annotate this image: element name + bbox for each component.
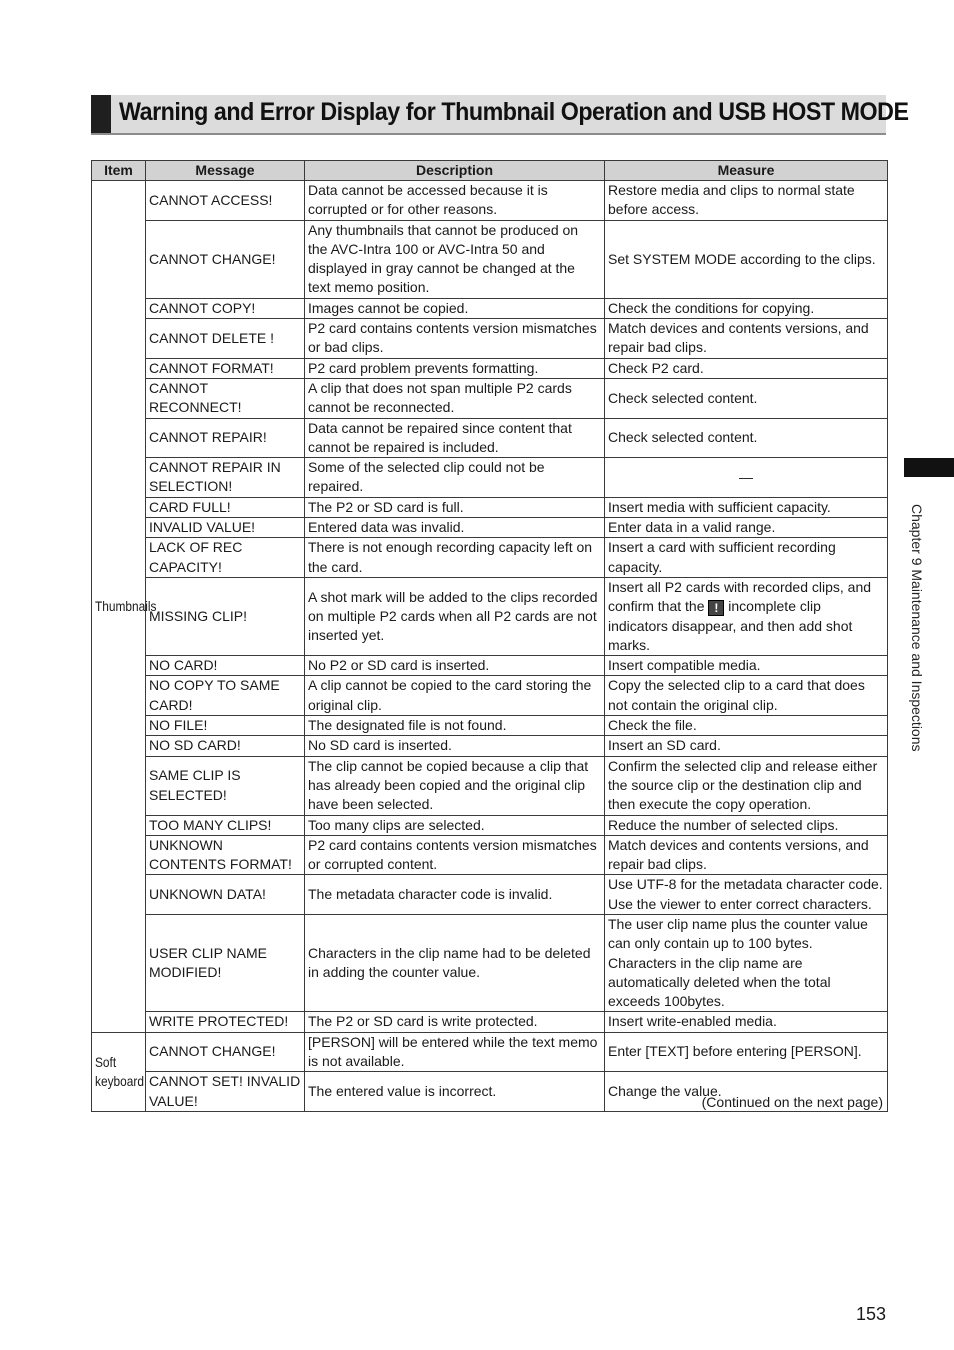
description-cell: No P2 or SD card is inserted. bbox=[305, 656, 605, 676]
table-row bbox=[92, 1032, 888, 1072]
chapter-tab-marker bbox=[904, 458, 954, 477]
measure-cell: Insert a card with sufficient recording capacity. bbox=[605, 538, 888, 578]
table-row bbox=[92, 358, 888, 378]
description-cell: The clip cannot be copied because a clip that has already been copied and the original clip have been selected. bbox=[305, 756, 605, 815]
description-cell: Any thumbnails that cannot be produced on the AVC-Intra 100 or AVC-Intra 50 and displayed in gray cannot be changed at the text memo position. bbox=[305, 220, 605, 298]
message-cell: NO FILE! bbox=[146, 716, 305, 736]
message-cell: NO CARD! bbox=[146, 656, 305, 676]
description-cell: The P2 or SD card is full. bbox=[305, 497, 605, 517]
description-cell: A shot mark will be added to the clips recorded on multiple P2 cards when all P2 cards are not inserted yet. bbox=[305, 577, 605, 655]
header-item: Item bbox=[92, 161, 146, 181]
description-cell: Data cannot be repaired since content that cannot be repaired is included. bbox=[305, 418, 605, 458]
table-row bbox=[92, 378, 888, 418]
table-row bbox=[92, 914, 888, 1011]
page-title-bar bbox=[91, 95, 909, 135]
table-row bbox=[92, 181, 888, 221]
message-cell: SAME CLIP IS SELECTED! bbox=[146, 756, 305, 815]
group-soft-keyboard: Soft keyboard bbox=[92, 1032, 146, 1111]
message-cell: CANNOT ACCESS! bbox=[146, 181, 305, 221]
measure-cell: Restore media and clips to normal state before access. bbox=[605, 181, 888, 221]
description-cell: The designated file is not found. bbox=[305, 716, 605, 736]
measure-text-post: incomplete clip indicators disappear, and then add shot marks. bbox=[608, 598, 853, 653]
table-row bbox=[92, 518, 888, 538]
chapter-label: Chapter 9 Maintenance and Inspections bbox=[909, 504, 925, 752]
measure-cell: Match devices and contents versions, and repair bad clips. bbox=[605, 319, 888, 359]
measure-cell: Copy the selected clip to a card that does not contain the original clip. bbox=[605, 676, 888, 716]
measure-cell: Enter [TEXT] before entering [PERSON]. bbox=[605, 1032, 888, 1072]
error-table bbox=[91, 160, 888, 1112]
description-cell: Entered data was invalid. bbox=[305, 518, 605, 538]
message-cell: WRITE PROTECTED! bbox=[146, 1012, 305, 1032]
measure-cell: Check selected content. bbox=[605, 418, 888, 458]
table-row bbox=[92, 220, 888, 298]
description-cell: A clip that does not span multiple P2 cards cannot be reconnected. bbox=[305, 378, 605, 418]
continued-note: (Continued on the next page) bbox=[701, 1094, 883, 1110]
table-header-row bbox=[92, 161, 888, 181]
description-cell: There is not enough recording capacity left on the card. bbox=[305, 538, 605, 578]
table-row bbox=[92, 538, 888, 578]
description-cell: Images cannot be copied. bbox=[305, 298, 605, 318]
table-row bbox=[92, 716, 888, 736]
message-cell: CARD FULL! bbox=[146, 497, 305, 517]
table-row bbox=[92, 736, 888, 756]
measure-cell: Reduce the number of selected clips. bbox=[605, 815, 888, 835]
incomplete-clip-icon: ! bbox=[708, 600, 724, 616]
message-cell: CANNOT SET! INVALID VALUE! bbox=[146, 1072, 305, 1112]
page-title: Warning and Error Display for Thumbnail Operation and USB HOST MODE bbox=[119, 98, 909, 126]
measure-cell: Insert compatible media. bbox=[605, 656, 888, 676]
measure-cell: Check the conditions for copying. bbox=[605, 298, 888, 318]
description-cell: A clip cannot be copied to the card storing the original clip. bbox=[305, 676, 605, 716]
header-description: Description bbox=[305, 161, 605, 181]
message-cell: TOO MANY CLIPS! bbox=[146, 815, 305, 835]
message-cell: CANNOT DELETE ! bbox=[146, 319, 305, 359]
table-row bbox=[92, 815, 888, 835]
message-cell: CANNOT REPAIR IN SELECTION! bbox=[146, 458, 305, 498]
header-message: Message bbox=[146, 161, 305, 181]
message-cell: USER CLIP NAME MODIFIED! bbox=[146, 914, 305, 1011]
message-cell: CANNOT REPAIR! bbox=[146, 418, 305, 458]
description-cell: P2 card contains contents version mismatches or bad clips. bbox=[305, 319, 605, 359]
description-cell: No SD card is inserted. bbox=[305, 736, 605, 756]
description-cell: Data cannot be accessed because it is corrupted or for other reasons. bbox=[305, 181, 605, 221]
header-measure: Measure bbox=[605, 161, 888, 181]
measure-cell: Insert an SD card. bbox=[605, 736, 888, 756]
measure-cell: Confirm the selected clip and release either the source clip or the destination clip and then execute the copy operation. bbox=[605, 756, 888, 815]
message-cell: CANNOT CHANGE! bbox=[146, 220, 305, 298]
table-row bbox=[92, 497, 888, 517]
title-accent-block bbox=[91, 95, 111, 133]
description-cell: P2 card contains contents version mismatches or corrupted content. bbox=[305, 835, 605, 875]
description-cell: P2 card problem prevents formatting. bbox=[305, 358, 605, 378]
measure-cell: Check selected content. bbox=[605, 378, 888, 418]
measure-cell: — bbox=[605, 458, 888, 498]
measure-cell: Set SYSTEM MODE according to the clips. bbox=[605, 220, 888, 298]
description-cell: The metadata character code is invalid. bbox=[305, 875, 605, 915]
message-cell: CANNOT CHANGE! bbox=[146, 1032, 305, 1072]
table-row bbox=[92, 1012, 888, 1032]
measure-cell: Match devices and contents versions, and repair bad clips. bbox=[605, 835, 888, 875]
table-row bbox=[92, 418, 888, 458]
measure-cell: Change the value. bbox=[605, 1072, 888, 1112]
table-row bbox=[92, 458, 888, 498]
description-cell: Characters in the clip name had to be deleted in adding the counter value. bbox=[305, 914, 605, 1011]
table-row bbox=[92, 319, 888, 359]
description-cell: Too many clips are selected. bbox=[305, 815, 605, 835]
table-row bbox=[92, 577, 888, 655]
table-row bbox=[92, 756, 888, 815]
table-row bbox=[92, 656, 888, 676]
description-cell: The entered value is incorrect. bbox=[305, 1072, 605, 1112]
measure-cell: Insert write-enabled media. bbox=[605, 1012, 888, 1032]
message-cell: UNKNOWN CONTENTS FORMAT! bbox=[146, 835, 305, 875]
message-cell: UNKNOWN DATA! bbox=[146, 875, 305, 915]
message-cell: MISSING CLIP! bbox=[146, 577, 305, 655]
measure-cell: Insert media with sufficient capacity. bbox=[605, 497, 888, 517]
measure-cell bbox=[605, 577, 888, 655]
description-cell: [PERSON] will be entered while the text memo is not available. bbox=[305, 1032, 605, 1072]
message-cell: LACK OF REC CAPACITY! bbox=[146, 538, 305, 578]
message-cell: INVALID VALUE! bbox=[146, 518, 305, 538]
message-cell: CANNOT RECONNECT! bbox=[146, 378, 305, 418]
group-thumbnails: Thumbnails bbox=[92, 181, 146, 1033]
measure-cell: Enter data in a valid range. bbox=[605, 518, 888, 538]
measure-cell: Check the file. bbox=[605, 716, 888, 736]
message-cell: CANNOT FORMAT! bbox=[146, 358, 305, 378]
message-cell: NO COPY TO SAME CARD! bbox=[146, 676, 305, 716]
measure-cell: The user clip name plus the counter value can only contain up to 100 bytes. Characters in the clip name are automatically deleted when the total exceeds 100bytes. bbox=[605, 914, 888, 1011]
measure-text-pre: Insert all P2 cards with recorded clips, and confirm that the bbox=[608, 578, 872, 615]
message-cell: NO SD CARD! bbox=[146, 736, 305, 756]
table-row bbox=[92, 298, 888, 318]
measure-cell: Check P2 card. bbox=[605, 358, 888, 378]
description-cell: The P2 or SD card is write protected. bbox=[305, 1012, 605, 1032]
page-number: 153 bbox=[855, 1304, 886, 1324]
description-cell: Some of the selected clip could not be repaired. bbox=[305, 458, 605, 498]
message-cell: CANNOT COPY! bbox=[146, 298, 305, 318]
measure-cell: Use UTF-8 for the metadata character code. Use the viewer to enter correct characters. bbox=[605, 875, 888, 915]
table-row bbox=[92, 835, 888, 875]
table-row bbox=[92, 676, 888, 716]
table-row bbox=[92, 875, 888, 915]
